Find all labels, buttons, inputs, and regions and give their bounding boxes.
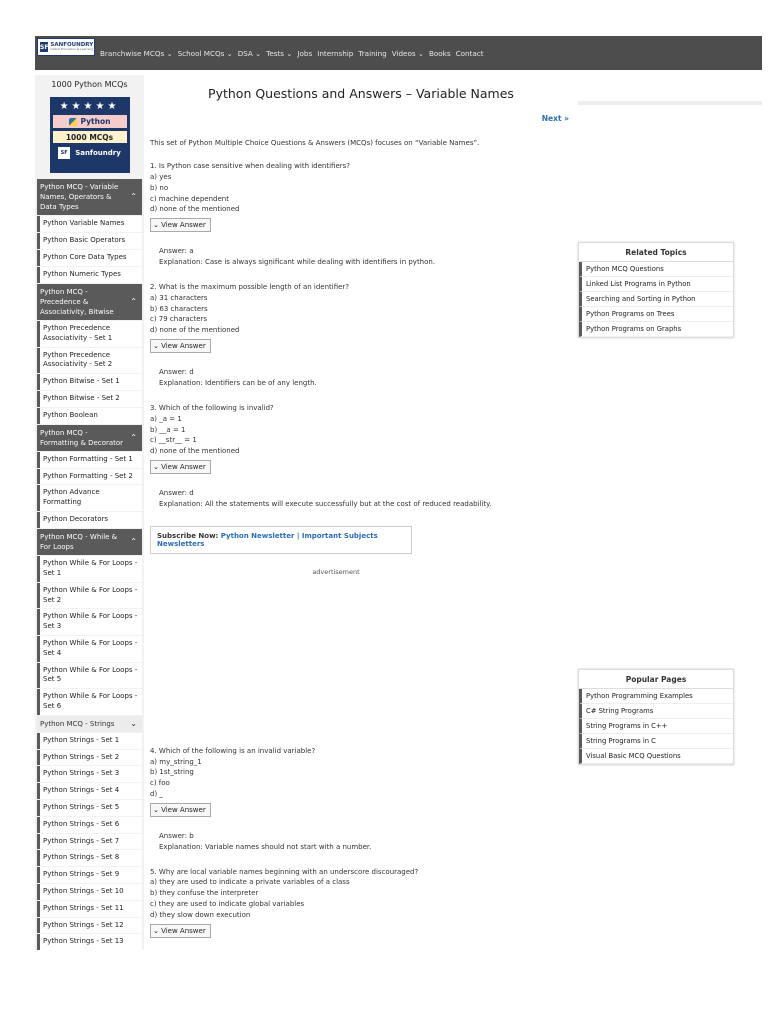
- popular-page-link[interactable]: String Programs in C++: [579, 719, 733, 734]
- chevron-down-icon: ⌄: [153, 805, 162, 814]
- question-1: [150, 161, 572, 215]
- sidebar-section-4[interactable]: [37, 716, 142, 732]
- nav-item-8[interactable]: Books: [428, 48, 451, 58]
- sidebar-item[interactable]: Python Precedence Associativity - Set 1: [37, 321, 142, 347]
- question-option: b) __a = 1: [150, 425, 186, 434]
- sidebar-section-label: Python MCQ - Formatting & Decorator: [40, 428, 124, 447]
- banner-python-label: Python: [80, 117, 111, 126]
- main-nav: [100, 49, 489, 58]
- question-3: [150, 403, 572, 457]
- main-content: [150, 75, 572, 938]
- answer-block: [159, 831, 572, 853]
- subscribe-box: [150, 526, 412, 554]
- question-option: d) none of the mentioned: [150, 205, 240, 214]
- banner-brand: Sanfoundry: [75, 149, 121, 157]
- subscribe-separator: |: [296, 531, 300, 540]
- chevron-down-icon: ⌄: [153, 342, 162, 351]
- left-sidebar: [35, 75, 144, 950]
- nav-item-4[interactable]: Jobs: [297, 48, 313, 58]
- advertisement-label: advertisement: [312, 567, 360, 576]
- question-option: c) __str__ = 1: [150, 436, 197, 445]
- popular-page-link[interactable]: Visual Basic MCQ Questions: [579, 749, 733, 764]
- sidebar-item[interactable]: Python Strings - Set 1: [37, 733, 142, 749]
- sidebar-section-0[interactable]: [37, 179, 142, 215]
- question-option: a) my_string_1: [150, 757, 202, 766]
- sanfoundry-mark-icon: SF: [58, 147, 70, 159]
- sidebar-item[interactable]: Python Bitwise - Set 1: [37, 374, 142, 390]
- answer-block: [159, 488, 572, 510]
- related-topics-box: [578, 242, 734, 338]
- question-option: c) they are used to indicate global variables: [150, 900, 305, 909]
- chevron-down-icon: ⌄: [153, 463, 162, 472]
- related-topic-link[interactable]: Linked List Programs in Python: [579, 277, 733, 292]
- intro-text: This set of Python Multiple Choice Questions & Answers (MCQs) focuses on “Variable Names”.: [150, 139, 480, 147]
- sidebar-item[interactable]: Python Strings - Set 11: [37, 901, 142, 917]
- subscribe-label: Subscribe Now:: [157, 531, 219, 540]
- banner-mcq-label: 1000 MCQs: [53, 131, 127, 143]
- answer-explanation: Explanation: Identifiers can be of any length.: [159, 378, 317, 387]
- sidebar-item[interactable]: Python Precedence Associativity - Set 2: [37, 348, 142, 374]
- question-option: d) they slow down execution: [150, 911, 251, 919]
- sidebar-section-label: Python MCQ - Variable Names, Operators & Data Types: [40, 183, 119, 212]
- sidebar-item[interactable]: Python Strings - Set 12: [37, 918, 142, 934]
- view-answer-label: View Answer: [161, 805, 206, 814]
- sidebar-item[interactable]: Python Formatting - Set 2: [37, 469, 142, 485]
- logo-mark-icon: SF: [40, 43, 49, 51]
- sidebar-item[interactable]: Python While & For Loops - Set 6: [37, 689, 142, 715]
- related-topic-link[interactable]: Searching and Sorting in Python: [579, 292, 733, 307]
- view-answer-button[interactable]: [150, 339, 211, 353]
- rating-stars-icon: ★★★★★: [59, 101, 120, 112]
- page-title: Python Questions and Answers – Variable Names: [208, 86, 514, 101]
- view-answer-label: View Answer: [161, 342, 206, 351]
- python-newsletter-link[interactable]: Python Newsletter: [220, 531, 295, 540]
- question-option: b) 1st_string: [150, 768, 194, 777]
- sidebar-item[interactable]: Python Strings - Set 10: [37, 884, 142, 900]
- question-5: [150, 867, 572, 921]
- question-option: a) 31 characters: [150, 293, 208, 302]
- related-topics-title: Related Topics: [579, 243, 733, 262]
- view-answer-button[interactable]: [150, 803, 211, 817]
- sidebar-item[interactable]: Python Decorators: [37, 512, 142, 528]
- sidebar-section-1[interactable]: [37, 284, 142, 320]
- question-text: 5. Why are local variable names beginning with an underscore discouraged?: [150, 867, 419, 876]
- sidebar-item[interactable]: Python Strings - Set 8: [37, 850, 142, 866]
- question-option: c) machine dependent: [150, 194, 229, 203]
- answer-block: [159, 367, 572, 389]
- question-option: d) none of the mentioned: [150, 326, 240, 335]
- logo-subtext: Global Education & Learning: [50, 47, 94, 52]
- next-link[interactable]: Next »: [541, 114, 569, 123]
- logo-text: SANFOUNDRY: [50, 41, 94, 48]
- answer-text: Answer: a: [159, 247, 194, 256]
- right-top-ad: [578, 75, 762, 105]
- sidebar-item[interactable]: Python Strings - Set 13: [37, 934, 142, 950]
- sidebar-section-label: Python MCQ - Strings: [40, 719, 115, 728]
- answer-text: Answer: d: [159, 368, 194, 377]
- related-topic-link[interactable]: Python Programs on Graphs: [579, 322, 733, 337]
- sidebar-item[interactable]: Python Boolean: [37, 408, 142, 424]
- question-text: 2. What is the maximum possible length of an identifier?: [150, 282, 350, 291]
- popular-page-link[interactable]: C# String Programs: [579, 704, 733, 719]
- nav-item-0[interactable]: Branchwise MCQs ⌄: [100, 48, 173, 58]
- sidebar-section-label: Python MCQ - Precedence & Associativity, Bitwise: [40, 287, 114, 316]
- question-option: a) yes: [150, 172, 172, 181]
- sidebar-item[interactable]: Python Strings - Set 3: [37, 766, 142, 782]
- answer-text: Answer: d: [159, 489, 194, 498]
- sidebar-item[interactable]: Python Core Data Types: [37, 250, 142, 266]
- question-option: b) no: [150, 183, 169, 192]
- sidebar-item[interactable]: Python Variable Names: [37, 216, 142, 232]
- view-answer-button[interactable]: [150, 924, 211, 938]
- sidebar-item[interactable]: Python Strings - Set 5: [37, 800, 142, 816]
- chevron-up-icon: ⌃: [130, 297, 137, 307]
- question-option: d) none of the mentioned: [150, 447, 240, 456]
- question-option: a) they are used to indicate a private variables of a class: [150, 878, 350, 887]
- view-answer-button[interactable]: [150, 460, 211, 474]
- sidebar-item[interactable]: Python Strings - Set 4: [37, 783, 142, 799]
- chevron-down-icon: ⌄: [153, 221, 162, 230]
- view-answer-label: View Answer: [161, 463, 206, 472]
- answer-explanation: Explanation: Case is always significant while dealing with identifiers in python.: [159, 258, 436, 267]
- answer-explanation: Explanation: All the statements will execute successfully but at the cost of reduced readability.: [159, 499, 492, 508]
- popular-page-link[interactable]: Python Programming Examples: [579, 689, 733, 704]
- view-answer-label: View Answer: [161, 221, 206, 230]
- nav-item-1[interactable]: School MCQs ⌄: [177, 48, 233, 58]
- sidebar-item[interactable]: Python Formatting - Set 1: [37, 452, 142, 468]
- related-topic-link[interactable]: Python MCQ Questions: [579, 262, 733, 277]
- question-option: a) _a = 1: [150, 414, 182, 423]
- sidebar-item[interactable]: Python While & For Loops - Set 4: [37, 636, 142, 662]
- nav-item-7[interactable]: Videos ⌄: [391, 48, 424, 58]
- answer-block: [159, 246, 572, 268]
- sidebar-item[interactable]: Python Advance Formatting: [37, 485, 142, 511]
- question-2: [150, 282, 572, 336]
- sidebar-item[interactable]: Python While & For Loops - Set 5: [37, 663, 142, 689]
- sidebar-item[interactable]: Python Strings - Set 7: [37, 834, 142, 850]
- related-topic-link[interactable]: Python Programs on Trees: [579, 307, 733, 322]
- question-option: b) 63 characters: [150, 304, 208, 313]
- top-navbar: [35, 36, 762, 70]
- question-text: 4. Which of the following is an invalid variable?: [150, 746, 316, 755]
- nav-item-9[interactable]: Contact: [455, 48, 484, 58]
- chevron-down-icon: ⌄: [153, 926, 162, 935]
- sidebar-section-label: Python MCQ - While & For Loops: [40, 532, 118, 552]
- nav-item-3[interactable]: Tests ⌄: [266, 48, 293, 58]
- sidebar-item[interactable]: Python While & For Loops - Set 1: [37, 556, 142, 582]
- view-answer-button[interactable]: [150, 218, 211, 232]
- python-logo-icon: [69, 118, 77, 126]
- sidebar-section-3[interactable]: [37, 529, 142, 555]
- view-answer-label: View Answer: [161, 926, 206, 935]
- nav-item-6[interactable]: Training: [358, 48, 387, 58]
- sidebar-item[interactable]: Python While & For Loops - Set 2: [37, 583, 142, 609]
- question-option: c) 79 characters: [150, 315, 208, 324]
- sidebar-section-2[interactable]: [37, 425, 142, 451]
- sidebar-item[interactable]: Python Bitwise - Set 2: [37, 391, 142, 407]
- sidebar-item[interactable]: Python Basic Operators: [37, 233, 142, 249]
- chevron-up-icon: ⌃: [130, 537, 137, 547]
- question-option: b) they confuse the interpreter: [150, 889, 259, 898]
- question-option: d) _: [150, 790, 163, 799]
- popular-pages-title: Popular Pages: [579, 670, 733, 689]
- sidebar-item[interactable]: Python Numeric Types: [37, 267, 142, 283]
- answer-explanation: Explanation: Variable names should not start with a number.: [159, 842, 372, 851]
- nav-item-2[interactable]: DSA ⌄: [237, 48, 262, 58]
- question-text: 1. Is Python case sensitive when dealing with identifiers?: [150, 162, 351, 170]
- sidebar-title: 1000 Python MCQs: [51, 80, 128, 89]
- question-text: 3. Which of the following is invalid?: [150, 403, 274, 412]
- answer-text: Answer: b: [159, 831, 194, 840]
- chevron-up-icon: ⌃: [130, 192, 137, 202]
- question-option: c) foo: [150, 779, 170, 788]
- python-mcq-banner[interactable]: [50, 97, 130, 173]
- chevron-up-icon: ⌃: [130, 432, 137, 442]
- sidebar-item[interactable]: Python While & For Loops - Set 3: [37, 609, 142, 635]
- sidebar-item[interactable]: Python Strings - Set 9: [37, 867, 142, 883]
- sidebar-item[interactable]: Python Strings - Set 6: [37, 817, 142, 833]
- sidebar-groups: [37, 179, 142, 950]
- sidebar-item[interactable]: Python Strings - Set 2: [37, 750, 142, 766]
- popular-page-link[interactable]: String Programs in C: [579, 734, 733, 749]
- important-subjects-link[interactable]: Important Subjects Newsletters: [157, 531, 378, 548]
- nav-item-5[interactable]: Internship: [317, 48, 354, 58]
- question-4: [150, 746, 572, 800]
- chevron-down-icon: ⌄: [130, 718, 137, 728]
- sanfoundry-logo[interactable]: [37, 38, 95, 56]
- popular-pages-box: [578, 669, 734, 765]
